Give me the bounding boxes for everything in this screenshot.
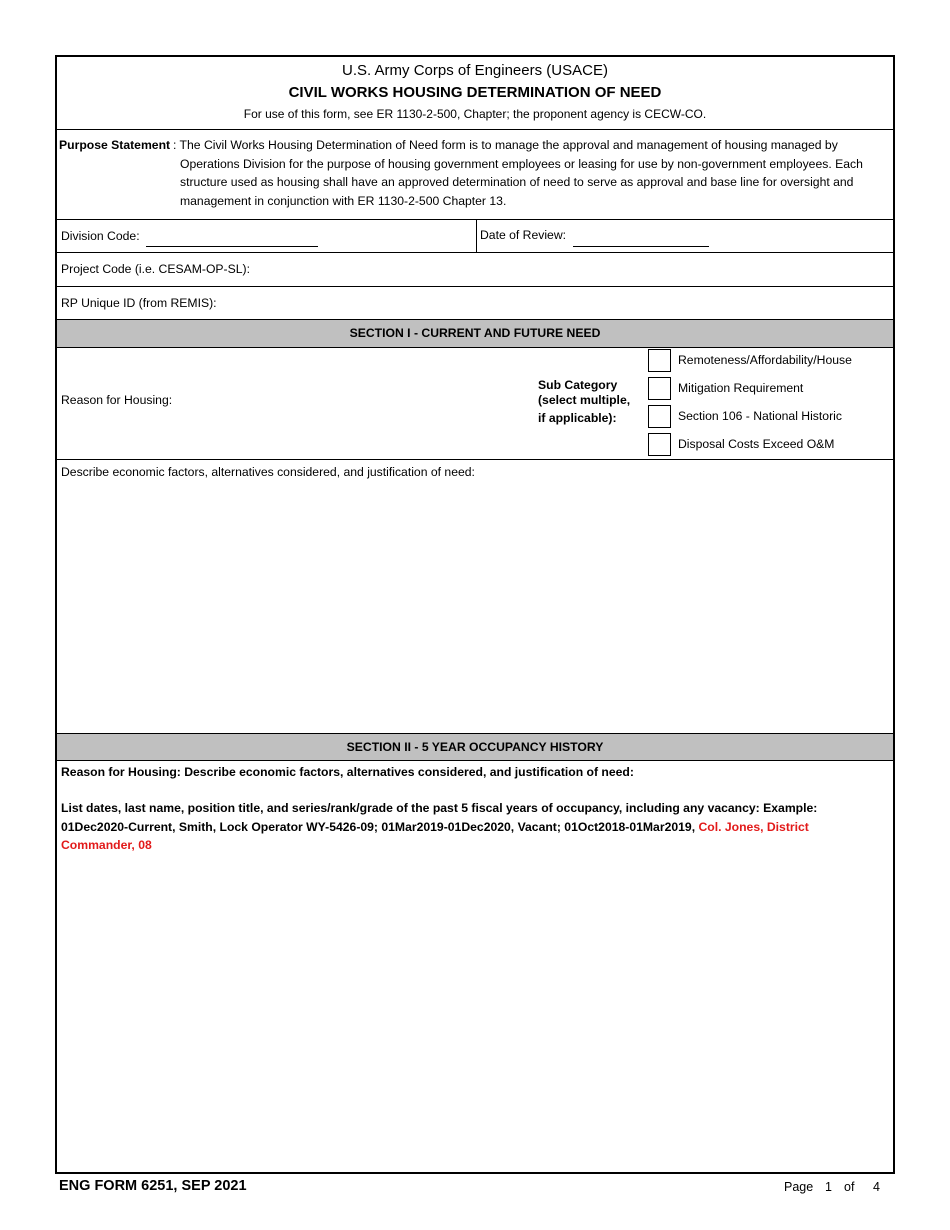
purpose-line-3: structure used as housing shall have an approved determination of need to serve as approval and base line for oversight and	[180, 175, 854, 189]
option-section-106-label: Section 106 - National Historic	[678, 409, 842, 423]
checkbox-remoteness[interactable]	[648, 349, 671, 372]
occupancy-example-text: 01Dec2020-Current, Smith, Lock Operator WY-5426-09; 01Mar2019-01Dec2020, Vacant; 01Oct2018-01Mar2019,	[61, 820, 699, 834]
rp-unique-id-label: RP Unique ID (from REMIS):	[61, 296, 217, 310]
page-label: Page	[784, 1180, 814, 1194]
rp-unique-id-row[interactable]	[57, 287, 893, 320]
occupancy-example-highlight-cont: Commander, 08	[61, 838, 152, 852]
page-of-label: of	[844, 1180, 855, 1194]
sub-category-line-2: (select multiple,	[538, 393, 631, 407]
option-disposal-costs-label: Disposal Costs Exceed O&M	[678, 437, 835, 451]
reason-for-housing-row	[57, 348, 893, 460]
division-code-input[interactable]	[146, 246, 318, 247]
division-date-row	[57, 220, 893, 253]
sub-category-line-3: if applicable):	[538, 411, 617, 425]
justification-area[interactable]	[57, 460, 893, 733]
reason-for-housing-label: Reason for Housing:	[61, 393, 173, 407]
occupancy-example-highlight: Col. Jones, District	[698, 820, 809, 834]
purpose-statement	[57, 130, 893, 220]
occupancy-history-area[interactable]	[57, 762, 893, 1174]
date-of-review-label: Date of Review:	[480, 228, 567, 242]
page-current: 1	[825, 1180, 832, 1194]
purpose-line-1: : The Civil Works Housing Determination of Need form is to manage the approval and management of housing managed by	[173, 138, 838, 152]
checkbox-mitigation[interactable]	[648, 377, 671, 400]
project-code-row[interactable]	[57, 253, 893, 287]
occupancy-example-line	[61, 820, 809, 834]
purpose-label: Purpose Statement	[59, 138, 171, 152]
row-divider	[476, 220, 477, 252]
agency-name: U.S. Army Corps of Engineers (USACE)	[342, 62, 608, 79]
section-2-header: SECTION II - 5 YEAR OCCUPANCY HISTORY	[57, 733, 893, 761]
sub-category-line-1: Sub Category	[538, 378, 618, 392]
justification-label: Describe economic factors, alternatives considered, and justification of need:	[61, 465, 475, 479]
option-remoteness-label: Remoteness/Affordability/House	[678, 353, 852, 367]
date-of-review-input[interactable]	[573, 246, 709, 247]
form-identifier: ENG FORM 6251, SEP 2021	[59, 1178, 247, 1194]
division-code-label: Division Code:	[61, 229, 140, 243]
section-1-header: SECTION I - CURRENT AND FUTURE NEED	[57, 320, 893, 348]
project-code-label: Project Code (i.e. CESAM-OP-SL):	[61, 262, 250, 276]
page-total: 4	[873, 1180, 880, 1194]
form-usage-note: For use of this form, see ER 1130-2-500, Chapter; the proponent agency is CECW-CO.	[243, 107, 707, 121]
purpose-line-4: management in conjunction with ER 1130-2-500 Chapter 13.	[180, 193, 507, 208]
occupancy-list-instructions: List dates, last name, position title, and series/rank/grade of the past 5 fiscal years of occupancy, including any vacancy: Example:	[61, 801, 818, 815]
purpose-line-2: Operations Division for the purpose of housing government employees or leasing for use by non-government employees. Each	[180, 156, 863, 171]
occupancy-reason-line: Reason for Housing: Describe economic factors, alternatives considered, and justification of need:	[61, 765, 634, 779]
option-mitigation-label: Mitigation Requirement	[678, 381, 804, 395]
form-title: CIVIL WORKS HOUSING DETERMINATION OF NEED	[288, 84, 662, 101]
form-header	[57, 57, 893, 130]
checkbox-disposal-costs[interactable]	[648, 433, 671, 456]
form-container	[55, 55, 895, 1174]
checkbox-section-106[interactable]	[648, 405, 671, 428]
